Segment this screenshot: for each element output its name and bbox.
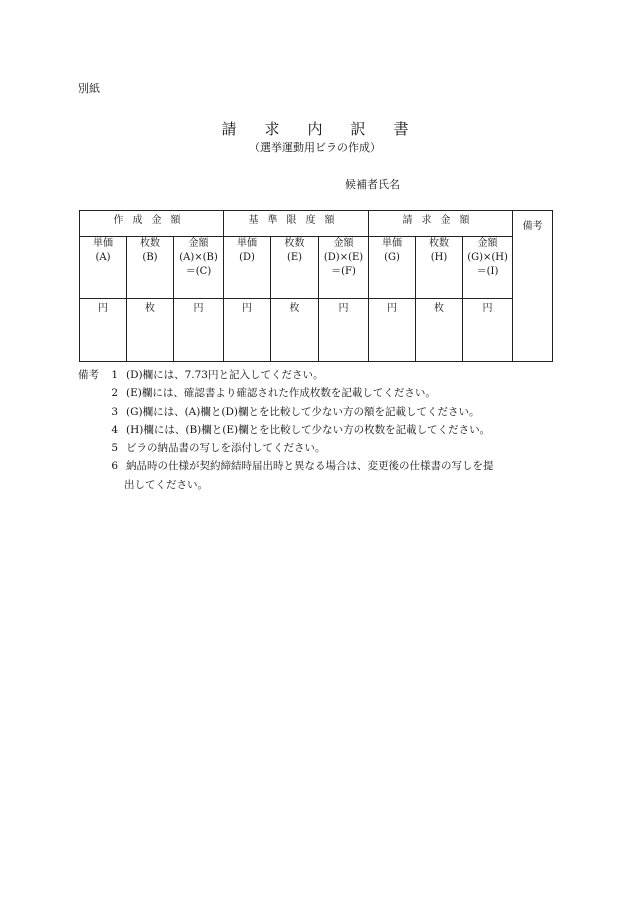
note-text: (G)欄には、(A)欄と(D)欄とを比較して少ない方の額を記載してください。	[126, 405, 480, 418]
title-char: 内	[307, 120, 323, 138]
note-number: 4	[111, 423, 118, 436]
candidate-name-label: 候補者氏名	[345, 178, 400, 191]
table-header-row	[80, 211, 553, 237]
notes-section	[78, 366, 494, 494]
document-subtitle: （選挙運動用ビラの作成）	[249, 141, 381, 154]
note-text: (H)欄には、(B)欄と(E)欄とを比較して少ない方の枚数を記載してください。	[126, 423, 491, 436]
col-header: 枚数 (E)	[271, 237, 319, 299]
note-item	[78, 439, 494, 457]
col-header: 金額 (D)×(E) ＝(F)	[319, 237, 369, 299]
note-number: 6	[111, 460, 118, 473]
col-header: 単価 (D)	[224, 237, 271, 299]
note-item	[78, 403, 494, 421]
title-char: 書	[393, 120, 409, 138]
unit-cell: 円	[174, 299, 224, 362]
note-number: 1	[111, 369, 118, 381]
group-header-production: 作成金額	[80, 211, 224, 237]
note-item	[78, 421, 494, 439]
note-text: (D)欄には、7.73円と記入してください。	[126, 369, 324, 381]
unit-cell: 枚	[127, 299, 174, 362]
group-header-claim: 請求金額	[369, 211, 513, 237]
remarks-header: 備考	[513, 211, 553, 362]
col-header: 枚数 (B)	[127, 237, 174, 299]
unit-cell: 円	[80, 299, 127, 362]
table-value-row	[80, 299, 553, 362]
title-char: 求	[264, 120, 280, 138]
unit-cell: 円	[369, 299, 416, 362]
note-item	[78, 384, 494, 402]
unit-cell: 枚	[416, 299, 463, 362]
title-char: 訳	[350, 120, 366, 138]
notes-label: 備考	[78, 369, 99, 381]
col-header: 金額 (G)×(H) ＝(I)	[463, 237, 513, 299]
unit-cell: 円	[463, 299, 513, 362]
note-text: ビラの納品書の写しを添付してください。	[126, 442, 326, 455]
note-text: 納品時の仕様が契約締結時届出時と異なる場合は、変更後の仕様書の写しを提	[126, 460, 494, 473]
note-continuation: 出してください。	[124, 478, 208, 491]
note-number: 5	[111, 442, 118, 455]
unit-cell: 枚	[271, 299, 319, 362]
invoice-breakdown-table	[79, 210, 553, 362]
note-number: 3	[111, 405, 118, 418]
table-subheader-row	[80, 237, 553, 299]
note-item	[78, 366, 494, 384]
group-header-limit: 基準限度額	[224, 211, 369, 237]
col-header: 単価 (A)	[80, 237, 127, 299]
document-title	[0, 118, 630, 139]
note-text: (E)欄には、確認書より確認された作成枚数を記載してください。	[126, 387, 436, 400]
col-header: 単価 (G)	[369, 237, 416, 299]
note-item	[78, 457, 494, 475]
title-char: 請	[221, 120, 237, 138]
note-number: 2	[111, 387, 118, 400]
col-header: 金額 (A)×(B) ＝(C)	[174, 237, 224, 299]
col-header: 枚数 (H)	[416, 237, 463, 299]
unit-cell: 円	[224, 299, 271, 362]
attachment-label: 別紙	[78, 82, 100, 95]
unit-cell: 円	[319, 299, 369, 362]
